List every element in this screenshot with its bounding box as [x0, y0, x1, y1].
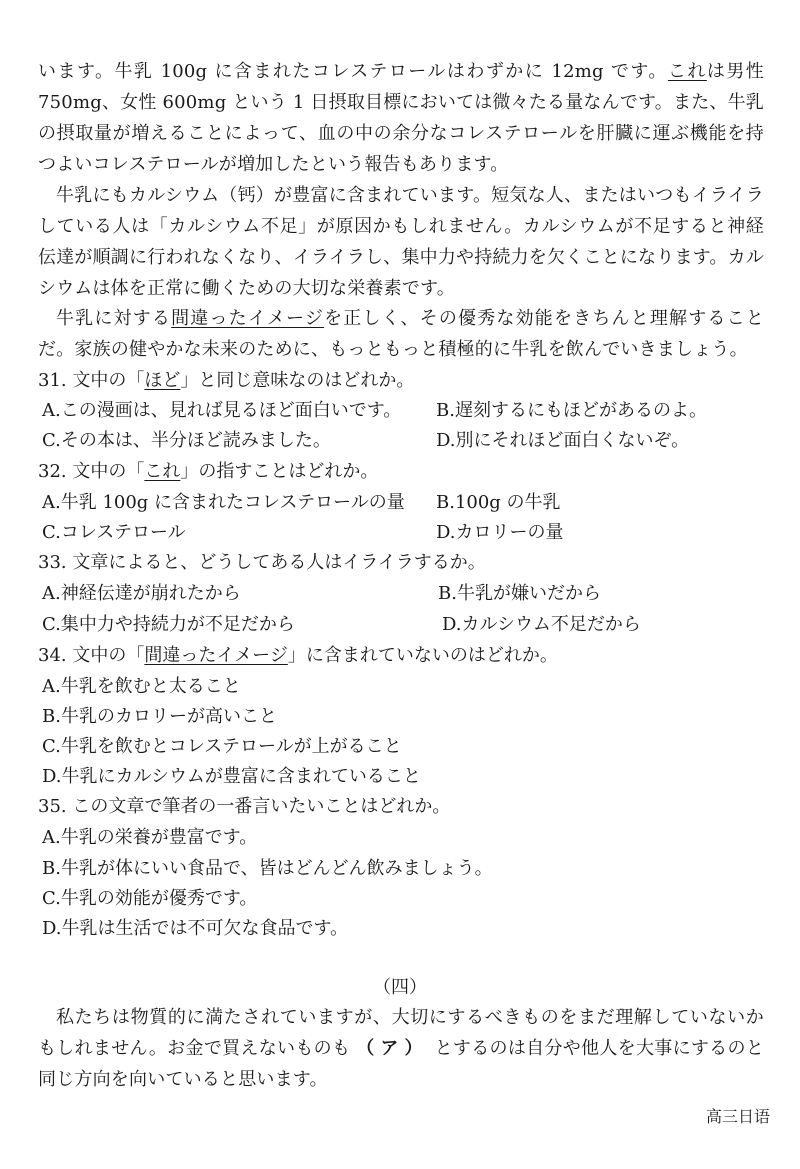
passage-text: は男性 750mg、女性 600mg という 1 日摂取目標においては微々たる量なんです。また、牛乳の摂取量が増えることによって、血の中の余分なコレステロールを肝臓に運ぶ機能を持つよいコレステロールが増加したという報告もあります。: [38, 61, 765, 175]
q33-option-a: A.神経伝達が崩れたから: [42, 583, 241, 604]
underlined-hodo: ほど: [144, 370, 181, 391]
q34-option-a: A.牛乳を飲むと太ること: [42, 676, 241, 697]
q34-option-d: D.牛乳にカルシウムが豊富に含まれていること: [42, 766, 421, 787]
passage-text: とするのは自分や他人を大事にするのと同じ方向を向いていると思います。: [38, 1038, 764, 1090]
underlined-kore: これ: [144, 461, 181, 482]
q32-option-a: A.牛乳 100g に含まれたコレステロールの量: [42, 492, 405, 513]
underlined-wrong-image: 間違ったイメージ: [144, 645, 288, 666]
underlined-kore: これ: [667, 61, 707, 82]
question-35: 35. この文章で筆者の一番言いたいことはどれか。: [38, 796, 451, 817]
passage-paragraph-3: [38, 303, 764, 365]
q31-option-d: D.別にそれほど面白くないぞ。: [436, 430, 690, 451]
passage-paragraph-2: 牛乳にもカルシウム（钙）が豊富に含まれています。短気な人、またはいつもイライラしている人は「カルシウム不足」が原因かもしれません。カルシウムが不足すると神経伝達が順調に行われなくなり、イライラし、集中力や持続力を欠くことになります。カルシウムは体を正常に働くための大切な栄養素です。: [38, 185, 765, 299]
q33-option-b: B.牛乳が嫌いだから: [438, 583, 601, 604]
q35-option-d: D.牛乳は生活では不可欠な食品です。: [42, 918, 349, 939]
question-33: 33. 文章によると、どうしてある人はイライラするか。: [38, 552, 486, 573]
q35-option-c: C.牛乳の効能が優秀です。: [42, 888, 258, 909]
q34-option-b: B.牛乳のカロリーが高いこと: [42, 706, 277, 727]
passage-text: 私たちは物質的に満たされていますが、大切にするべきものをまだ理解していないかもしれません。お金で買えないものも: [38, 1007, 764, 1059]
q35-option-a: A.牛乳の栄養が豊富です。: [42, 827, 258, 848]
passage-text: を正しく、その優秀な効能をきちんと理解することだ。家族の健やかな未来のために、もっともっと積極的に牛乳を飲んでいきましょう。: [38, 308, 765, 360]
q31-option-b: B.遅刻するにもほどがあるのよ。: [436, 400, 707, 421]
passage-paragraph-1: [38, 56, 764, 180]
q32-option-c: C.コレステロール: [42, 522, 186, 543]
q32-option-d: D.カロリーの量: [436, 522, 564, 543]
passage-text: 牛乳に対する: [56, 308, 172, 329]
underlined-wrong-image: 間違ったイメージ: [171, 308, 325, 329]
page-footer: 高三日语: [705, 1107, 770, 1126]
section-4-heading: （四）: [373, 977, 427, 998]
q35-option-b: B.牛乳が体にいい食品で、皆はどんどん飲みましょう。: [42, 858, 493, 879]
q33-option-d: D.カルシウム不足だから: [442, 614, 641, 635]
q34-option-c: C.牛乳を飲むとコレステロールが上がること: [42, 736, 402, 757]
question-34: 34. 文中の「間違ったイメージ」に含まれていないのはどれか。: [38, 645, 558, 666]
q31-option-a: A.この漫画は、見れば見るほど面白いです。: [42, 400, 402, 421]
question-32: 32. 文中の「これ」の指すことはどれか。: [38, 461, 379, 482]
q32-option-b: B.100g の牛乳: [436, 492, 561, 513]
q31-option-c: C.その本は、半分ほど読みました。: [42, 430, 331, 451]
question-31: 31. 文中の「ほど」と同じ意味なのはどれか。: [38, 370, 415, 391]
section-4-paragraph: [38, 1002, 764, 1095]
fill-in-blank-a: （ア）: [356, 1038, 429, 1059]
q33-option-c: C.集中力や持続力が不足だから: [42, 614, 295, 635]
passage-text: います。牛乳 100g に含まれたコレステロールはわずかに 12mg です。: [38, 61, 668, 82]
